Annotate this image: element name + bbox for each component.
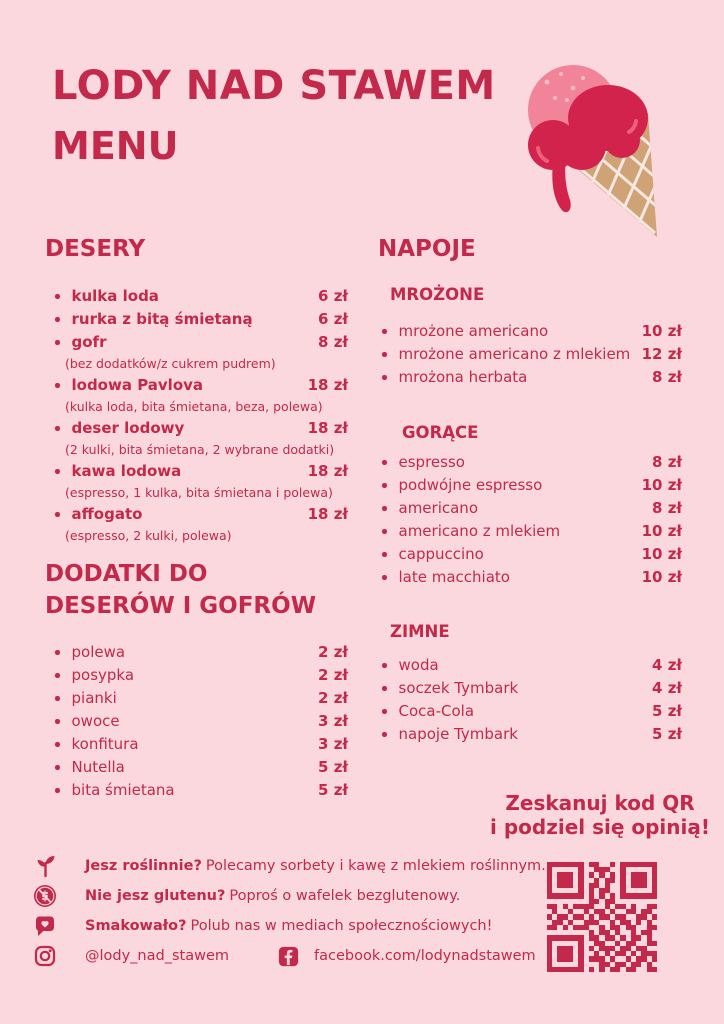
- footer-note-vegan: [33, 854, 546, 878]
- gluten-free-icon: [33, 884, 57, 908]
- social-row: [33, 944, 536, 968]
- ice-cream-illustration: [505, 48, 680, 248]
- menu-item: [382, 679, 682, 698]
- qr-cta-line1: Zeskanuj kod QR: [505, 791, 695, 815]
- bullet-icon: [382, 329, 387, 334]
- item-name: americano z mlekiem: [398, 522, 561, 540]
- bullet-icon: [55, 317, 60, 322]
- menu-item: [382, 345, 682, 364]
- mrozone-list: [382, 322, 682, 391]
- menu-item: [382, 453, 682, 472]
- menu-item: [55, 419, 348, 457]
- footer: [33, 854, 546, 968]
- menu-item: [55, 758, 348, 777]
- item-price: 5 zł: [652, 702, 682, 720]
- item-price: 10 zł: [641, 568, 682, 586]
- footer-note-text: Polub nas w mediach społecznościowych!: [190, 918, 493, 934]
- item-description: (espresso, 1 kulka, bita śmietana i polewa): [65, 485, 333, 500]
- menu-item: [55, 333, 348, 371]
- item-name: lodowa Pavlova: [71, 376, 204, 394]
- item-price: 3 zł: [318, 712, 348, 730]
- item-description: (kulka loda, bita śmietana, beza, polewa): [65, 399, 323, 414]
- chat-heart-icon: [33, 914, 57, 938]
- item-price: 5 zł: [318, 781, 348, 799]
- menu-item: [382, 476, 682, 495]
- menu-item: [382, 368, 682, 387]
- item-name: soczek Tymbark: [398, 679, 519, 697]
- bullet-icon: [55, 512, 60, 517]
- item-price: 5 zł: [318, 758, 348, 776]
- menu-item: [382, 725, 682, 744]
- item-name: kawa lodowa: [71, 462, 182, 480]
- instagram-handle: @lody_nad_stawem: [85, 948, 229, 964]
- item-name: pianki: [71, 689, 117, 707]
- dodatki-heading-line2: DESERÓW I GOFRÓW: [45, 593, 317, 619]
- bullet-icon: [55, 673, 60, 678]
- page-title: LODY NAD STAWEM: [52, 63, 496, 109]
- footer-note-social: [33, 914, 523, 938]
- section-heading-napoje: NAPOJE: [378, 236, 476, 262]
- item-description: (bez dodatków/z cukrem pudrem): [65, 356, 276, 371]
- bullet-icon: [55, 340, 60, 345]
- item-price: 18 zł: [307, 376, 348, 394]
- footer-note-bold: Smakowało?: [85, 918, 187, 934]
- menu-item: [382, 568, 682, 587]
- qr-call-to-action: [455, 791, 724, 839]
- subsection-heading-gorace: GORĄCE: [402, 423, 479, 442]
- item-name: bita śmietana: [71, 781, 175, 799]
- item-price: 4 zł: [652, 656, 682, 674]
- bullet-icon: [382, 686, 387, 691]
- item-price: 8 zł: [652, 368, 682, 386]
- item-name: Nutella: [71, 758, 125, 776]
- item-price: 10 zł: [641, 476, 682, 494]
- item-price: 2 zł: [318, 643, 348, 661]
- item-price: 6 zł: [318, 310, 348, 328]
- item-name: deser lodowy: [71, 419, 185, 437]
- gorace-list: [382, 453, 682, 591]
- bullet-icon: [55, 719, 60, 724]
- menu-item: [55, 505, 348, 543]
- item-price: 2 zł: [318, 689, 348, 707]
- subsection-heading-zimne: ZIMNE: [390, 622, 450, 641]
- menu-item: [55, 310, 348, 329]
- footer-note-text: Polecamy sorbety i kawę z mlekiem roślinnym.: [205, 858, 546, 874]
- bullet-icon: [382, 709, 387, 714]
- item-name: mrożona herbata: [398, 368, 528, 386]
- bullet-icon: [382, 575, 387, 580]
- bullet-icon: [55, 788, 60, 793]
- item-name: kulka loda: [71, 287, 159, 305]
- item-price: 10 zł: [641, 322, 682, 340]
- bullet-icon: [382, 375, 387, 380]
- page-subtitle: MENU: [52, 124, 179, 168]
- item-price: 5 zł: [652, 725, 682, 743]
- item-name: espresso: [398, 453, 465, 471]
- footer-note-gluten: [33, 884, 523, 908]
- item-name: woda: [398, 656, 439, 674]
- item-price: 18 zł: [307, 419, 348, 437]
- footer-note-bold: Jesz roślinnie?: [85, 858, 202, 874]
- dodatki-heading-line1: DODATKI DO: [45, 561, 208, 587]
- qr-code: [547, 862, 657, 972]
- footer-note-text: Poproś o wafelek bezglutenowy.: [229, 888, 461, 904]
- item-name: affogato: [71, 505, 143, 523]
- item-name: podwójne espresso: [398, 476, 543, 494]
- facebook-icon: [277, 945, 300, 968]
- item-price: 4 zł: [652, 679, 682, 697]
- menu-item: [55, 462, 348, 500]
- menu-item: [55, 735, 348, 754]
- menu-item: [55, 376, 348, 414]
- item-name: owoce: [71, 712, 120, 730]
- item-price: 10 zł: [641, 545, 682, 563]
- item-price: 12 zł: [641, 345, 682, 363]
- instagram-icon: [33, 944, 57, 968]
- item-price: 6 zł: [318, 287, 348, 305]
- section-heading-dodatki: [45, 558, 316, 622]
- menu-item: [55, 643, 348, 662]
- bullet-icon: [382, 460, 387, 465]
- menu-item: [55, 689, 348, 708]
- menu-item: [382, 656, 682, 675]
- item-name: mrożone americano: [398, 322, 549, 340]
- menu-item: [55, 287, 348, 306]
- dodatki-list: [55, 643, 348, 804]
- bullet-icon: [55, 383, 60, 388]
- bullet-icon: [382, 506, 387, 511]
- item-name: gofr: [71, 333, 107, 351]
- item-price: 3 zł: [318, 735, 348, 753]
- subsection-heading-mrozone: MROŻONE: [390, 285, 485, 304]
- item-name: posypka: [71, 666, 135, 684]
- bullet-icon: [382, 552, 387, 557]
- bullet-icon: [382, 663, 387, 668]
- item-description: (espresso, 2 kulki, polewa): [65, 528, 232, 543]
- item-name: Coca-Cola: [398, 702, 475, 720]
- menu-item: [382, 499, 682, 518]
- bullet-icon: [382, 352, 387, 357]
- facebook-url: facebook.com/lodynadstawem: [314, 948, 536, 964]
- item-name: rurka z bitą śmietaną: [71, 310, 253, 328]
- bullet-icon: [55, 294, 60, 299]
- menu-item: [55, 781, 348, 800]
- zimne-list: [382, 656, 682, 748]
- bullet-icon: [55, 696, 60, 701]
- bullet-icon: [382, 529, 387, 534]
- desery-list: [55, 287, 348, 548]
- item-price: 18 zł: [307, 505, 348, 523]
- item-name: polewa: [71, 643, 126, 661]
- item-name: late macchiato: [398, 568, 510, 586]
- qr-cta-line2: i podziel się opinią!: [490, 815, 710, 839]
- item-name: mrożone americano z mlekiem: [398, 345, 631, 363]
- menu-item: [382, 522, 682, 541]
- menu-item: [382, 702, 682, 721]
- section-heading-desery: DESERY: [45, 236, 146, 262]
- bullet-icon: [55, 742, 60, 747]
- item-description: (2 kulki, bita śmietana, 2 wybrane dodatki): [65, 442, 335, 457]
- item-price: 18 zł: [307, 462, 348, 480]
- bullet-icon: [55, 765, 60, 770]
- bullet-icon: [55, 426, 60, 431]
- item-price: 2 zł: [318, 666, 348, 684]
- item-name: americano: [398, 499, 478, 517]
- item-name: cappuccino: [398, 545, 484, 563]
- item-price: 8 zł: [318, 333, 348, 351]
- menu-item: [55, 712, 348, 731]
- item-name: napoje Tymbark: [398, 725, 518, 743]
- footer-note-bold: Nie jesz glutenu?: [85, 888, 226, 904]
- bullet-icon: [382, 732, 387, 737]
- item-price: 8 zł: [652, 499, 682, 517]
- bullet-icon: [55, 650, 60, 655]
- item-price: 10 zł: [641, 522, 682, 540]
- bullet-icon: [382, 483, 387, 488]
- menu-item: [55, 666, 348, 685]
- menu-item: [382, 545, 682, 564]
- seedling-icon: [33, 854, 57, 878]
- item-name: konfitura: [71, 735, 139, 753]
- menu-item: [382, 322, 682, 341]
- item-price: 8 zł: [652, 453, 682, 471]
- bullet-icon: [55, 469, 60, 474]
